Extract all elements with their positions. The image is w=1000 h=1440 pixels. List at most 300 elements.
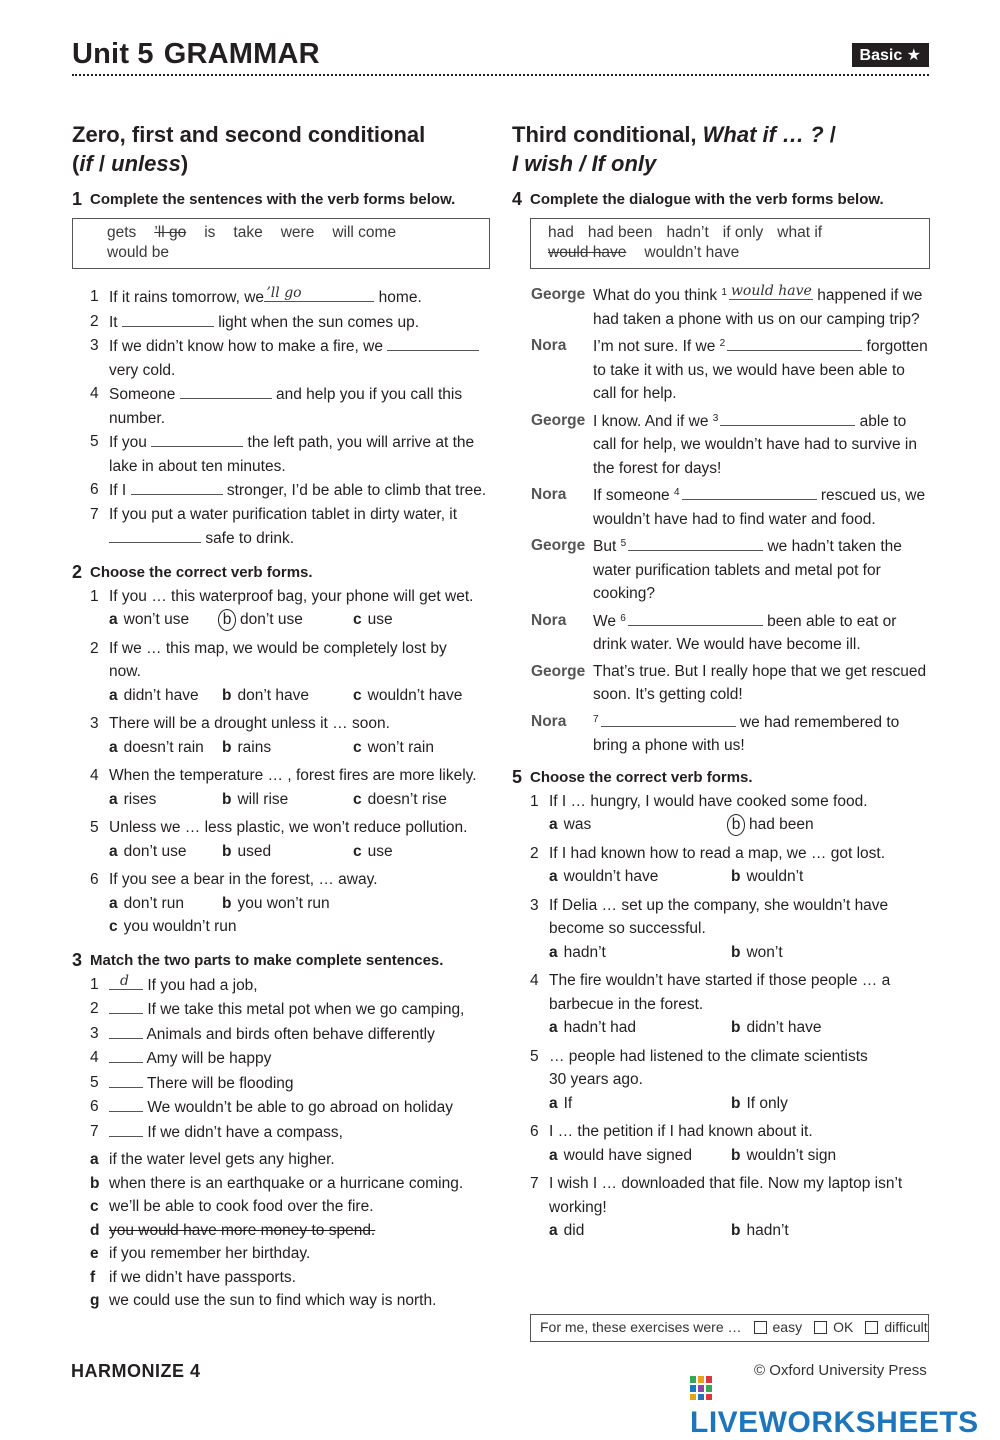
item-text: if you remember her birthday. — [109, 1245, 311, 1262]
speaker-name: George — [531, 662, 586, 680]
item-text: It — [109, 313, 118, 331]
item-text: We wouldn’t be able to go abroad on holiday — [147, 1099, 453, 1116]
answer-blank[interactable] — [109, 973, 143, 990]
list-item — [72, 382, 490, 430]
word-option: wouldn’t have — [644, 244, 740, 261]
speaker-name: Nora — [531, 712, 567, 730]
selected-circle: b — [218, 609, 236, 631]
watermark-text: LIVEWORKSHEETS — [690, 1406, 979, 1439]
list-item — [72, 1195, 490, 1219]
options-row — [109, 684, 490, 708]
dialogue-line — [512, 609, 930, 657]
title-sep: / — [92, 151, 112, 176]
options-row — [549, 1016, 930, 1040]
option-text: had been — [749, 816, 814, 833]
option-b[interactable]: b won’t — [731, 943, 783, 961]
exercise-2-heading — [72, 563, 490, 583]
options-row — [109, 736, 490, 760]
item-number: 4 — [90, 1049, 99, 1066]
exercise-1-heading — [72, 190, 490, 210]
option-b[interactable]: b If only — [731, 1094, 788, 1112]
option-a[interactable]: a don’t use — [109, 842, 187, 860]
item-text: light when the sun comes up. — [218, 313, 420, 331]
question-text: If I had known how to read a map, we … got lost. — [549, 844, 886, 862]
option-a[interactable]: a doesn’t rain — [109, 738, 204, 756]
word-option: had been — [587, 224, 653, 241]
dialogue-line — [512, 283, 930, 331]
list-item — [72, 997, 490, 1022]
easy-checkbox[interactable] — [754, 1321, 767, 1334]
option-c[interactable]: c use — [353, 611, 393, 628]
option-a[interactable]: a hadn’t — [549, 943, 606, 961]
list-item — [72, 503, 490, 551]
mcq-item — [72, 764, 490, 811]
item-text: if we didn’t have passports. — [109, 1268, 296, 1286]
line-text: we had remembered to bring a phone with us! — [593, 713, 900, 754]
paren-open: ( — [72, 151, 80, 176]
match-second-parts — [72, 1148, 490, 1313]
option-a[interactable]: a don’t run — [109, 894, 184, 912]
option-b[interactable]: b used — [222, 842, 272, 860]
item-number: 3 — [530, 896, 539, 914]
exercise-number: 2 — [72, 561, 83, 582]
exercise-1-items — [72, 285, 490, 551]
section-title-line2 — [72, 149, 490, 178]
item-number: 4 — [90, 385, 99, 402]
item-text: If you had a job, — [147, 976, 258, 994]
title-unless: unless — [111, 151, 181, 176]
line-text: But — [593, 538, 617, 555]
word-box-ex1 — [72, 218, 490, 269]
item-number: 2 — [90, 1000, 99, 1017]
option-text: hadn’t had — [563, 1019, 637, 1036]
question-text: The fire wouldn’t have started if those people … a barbecue in the forest. — [549, 972, 891, 1013]
answer-blank[interactable] — [109, 1071, 143, 1088]
option-text: rains — [237, 738, 272, 756]
page-title — [72, 38, 320, 71]
mcq-item — [512, 1172, 930, 1243]
item-letter: c — [90, 1198, 99, 1215]
option-b[interactable]: b didn’t have — [731, 1019, 822, 1036]
item-text: If we take this metal pot when we go camping, — [147, 1001, 465, 1018]
answer-blank[interactable] — [109, 1022, 143, 1039]
mcq-item — [512, 1120, 930, 1167]
level-badge: Basic ★ — [852, 43, 929, 67]
option-text: would have signed — [563, 1146, 693, 1164]
options-row — [109, 608, 490, 632]
mcq-item — [512, 969, 930, 1040]
option-a[interactable]: a would have signed — [549, 1146, 693, 1164]
answer-blank[interactable] — [387, 334, 479, 351]
answer-blank[interactable] — [109, 1095, 143, 1112]
word-option: would be — [107, 244, 170, 261]
options-row — [109, 892, 490, 916]
answer-blank[interactable] — [180, 382, 272, 399]
gap-number: 4 — [674, 487, 680, 498]
question-text: If Delia … set up the company, she wouldn’t have become so successful. — [549, 896, 889, 937]
question-text: When the temperature … , forest fires are more likely. — [109, 767, 477, 784]
answer-blank[interactable] — [682, 483, 817, 500]
option-text: don’t have — [237, 686, 309, 704]
answer-blank[interactable] — [264, 285, 374, 302]
word-option-used: ’ll go — [154, 224, 187, 241]
option-text: won’t use — [123, 611, 190, 628]
item-number: 7 — [530, 1175, 539, 1192]
option-text: rises — [123, 790, 157, 808]
question-text: There will be a drought unless it … soon. — [109, 715, 390, 732]
option-text: use — [367, 842, 393, 860]
exercise-3-heading — [72, 951, 490, 971]
exercise-instruction: Complete the dialogue with the verb forms below. — [530, 191, 884, 208]
word-option: hadn’t — [666, 224, 709, 241]
gap-number: 2 — [719, 338, 726, 349]
option-a[interactable]: a was — [549, 816, 592, 833]
mcq-item — [72, 816, 490, 863]
option-c[interactable]: c doesn’t rise — [353, 790, 447, 808]
answer-blank[interactable] — [628, 609, 763, 626]
answer-blank[interactable] — [131, 478, 223, 495]
question-text: Unless we … less plastic, we won’t reduce pollution. — [109, 819, 468, 836]
example-answer: d — [120, 972, 129, 989]
gap-number: 5 — [620, 538, 627, 549]
line-text: happened if we had taken a phone with us on our camping trip? — [593, 287, 923, 328]
option-a[interactable]: a rises — [109, 790, 157, 808]
options-row — [549, 1144, 930, 1168]
item-text: Someone — [109, 386, 176, 403]
item-letter: e — [90, 1245, 99, 1262]
item-number: 3 — [90, 337, 99, 354]
exercise-instruction: Complete the sentences with the verb forms below. — [90, 191, 456, 208]
dialogue-line — [512, 409, 930, 481]
question-text: If I … hungry, I would have cooked some food. — [549, 792, 868, 810]
question-text: If you … this waterproof bag, your phone will get wet. — [109, 587, 474, 605]
word-option: take — [233, 224, 263, 241]
item-number: 2 — [530, 844, 539, 862]
list-item — [72, 1046, 490, 1071]
answer-blank[interactable] — [109, 997, 143, 1014]
word-option: were — [280, 224, 315, 241]
mcq-item — [512, 842, 930, 889]
item-number: 1 — [90, 587, 99, 605]
copyright-text: © Oxford University Press — [754, 1362, 927, 1379]
option-b[interactable]: b wouldn’t sign — [731, 1146, 837, 1164]
line-text: been able to eat or drink water. We would have become ill. — [593, 612, 897, 653]
title-part: Third conditional, — [512, 122, 703, 147]
mcq-item — [512, 1045, 930, 1116]
options-row — [549, 1092, 930, 1116]
selected-circle: b — [727, 814, 745, 836]
list-item — [72, 1172, 490, 1196]
option-text: use — [367, 611, 393, 628]
list-item — [72, 1120, 490, 1145]
mcq-item — [72, 637, 490, 708]
left-column — [72, 120, 490, 1313]
item-text: you would have more money to spend. — [109, 1221, 376, 1239]
section-title-line2 — [512, 149, 930, 178]
item-number: 7 — [90, 1122, 99, 1140]
exercise-instruction: Match the two parts to make complete sentences. — [90, 951, 444, 969]
question-text: I wish I … downloaded that file. Now my laptop isn’t working! — [549, 1175, 903, 1216]
item-number: 5 — [530, 1047, 539, 1065]
item-number: 1 — [90, 975, 99, 993]
list-item — [72, 1289, 490, 1313]
item-letter: d — [90, 1221, 100, 1239]
line-text: I’m not sure. If we — [593, 338, 716, 355]
list-item — [72, 430, 490, 478]
item-text: and help you if you call this number. — [109, 386, 463, 427]
item-text: safe to drink. — [205, 530, 295, 547]
list-item — [72, 1266, 490, 1290]
item-number: 6 — [90, 1098, 99, 1115]
option-text: If — [563, 1094, 573, 1112]
option-a[interactable]: a did — [549, 1222, 585, 1239]
options-row — [109, 915, 490, 939]
brand-logo: HARMONIZE 4 — [71, 1361, 201, 1381]
item-text: There will be flooding — [147, 1074, 294, 1092]
option-b-selected[interactable] — [222, 608, 303, 632]
option-c[interactable]: c use — [353, 842, 393, 860]
mcq-item — [72, 712, 490, 759]
title-part-italic: What if … ? — [702, 122, 824, 147]
speaker-name: Nora — [531, 486, 567, 503]
question-text: If we … this map, we would be completely lost by now. — [109, 639, 447, 680]
list-item — [72, 478, 490, 503]
dialogue-line — [512, 483, 930, 531]
title-if: if — [79, 151, 93, 176]
option-text: you wouldn’t run — [123, 918, 237, 935]
option-text: won’t — [746, 943, 783, 961]
list-item — [72, 1095, 490, 1120]
rating-label: For me, these exercises were … — [540, 1319, 742, 1335]
option-a[interactable]: a hadn’t had — [549, 1019, 637, 1036]
list-item — [72, 1022, 490, 1047]
word-option: will come — [332, 224, 397, 241]
list-item — [72, 1242, 490, 1266]
page-header — [72, 38, 929, 76]
liveworksheets-grid-icon — [690, 1376, 712, 1400]
paren-close: ) — [180, 151, 189, 176]
word-option: if only — [722, 224, 764, 241]
option-b[interactable]: b will rise — [222, 790, 289, 808]
option-c[interactable]: c won’t rain — [353, 738, 434, 756]
speaker-name: Nora — [531, 611, 567, 629]
mcq-item — [72, 868, 490, 939]
liveworksheets-logo — [690, 1372, 1000, 1439]
item-number: 5 — [90, 819, 99, 836]
answer-blank[interactable] — [109, 526, 201, 543]
option-a[interactable]: a If — [549, 1094, 573, 1112]
gap-number: 3 — [712, 412, 719, 424]
answer-blank[interactable] — [628, 534, 763, 551]
option-text: don’t use — [123, 842, 187, 860]
list-item — [72, 1071, 490, 1096]
answer-blank[interactable] — [729, 283, 813, 300]
gap-number: 6 — [620, 612, 626, 624]
options-row — [549, 813, 930, 837]
difficult-checkbox[interactable] — [865, 1321, 878, 1334]
option-text: did — [563, 1222, 585, 1239]
answer-blank[interactable] — [109, 1120, 143, 1137]
item-text: when there is an earthquake or a hurricane coming. — [109, 1174, 464, 1192]
item-text: we’ll be able to cook food over the fire. — [109, 1198, 374, 1215]
word-option: what if — [777, 224, 823, 241]
mcq-item — [512, 790, 930, 837]
list-item — [72, 973, 490, 998]
item-number: 3 — [90, 715, 99, 732]
option-text: don’t use — [240, 611, 303, 628]
list-item — [72, 310, 490, 335]
option-c[interactable]: c wouldn’t have — [353, 686, 463, 704]
match-first-parts — [72, 973, 490, 1145]
option-text: used — [237, 842, 272, 860]
item-number: 5 — [90, 433, 99, 450]
unit-label: Unit 5 — [72, 38, 154, 70]
list-item-used — [72, 1219, 490, 1243]
section-title-third-conditional — [512, 120, 930, 178]
line-text: rescued us, we wouldn’t have had to find water and food. — [593, 487, 926, 528]
rating-option: difficult — [884, 1319, 928, 1335]
unit-topic: GRAMMAR — [163, 38, 320, 70]
dialogue-line — [512, 334, 930, 406]
item-number: 6 — [90, 481, 99, 498]
option-b[interactable]: b don’t have — [222, 686, 309, 704]
item-number: 4 — [90, 767, 99, 784]
item-text: Animals and birds often behave differently — [146, 1025, 435, 1043]
speaker-name: George — [531, 411, 586, 429]
section-title-conditionals — [72, 120, 490, 178]
option-text: don’t run — [123, 894, 184, 912]
item-text: the left path, you will arrive at the lake in about ten minutes. — [109, 434, 475, 475]
answer-blank[interactable] — [727, 334, 862, 351]
exercise-number: 4 — [512, 189, 523, 209]
option-text: doesn’t rain — [123, 738, 204, 756]
speaker-name: Nora — [531, 337, 567, 354]
options-row — [549, 941, 930, 965]
option-text: won’t rain — [367, 738, 434, 756]
answer-blank[interactable] — [601, 710, 736, 727]
option-text: If only — [746, 1094, 788, 1112]
item-letter: f — [90, 1268, 96, 1286]
option-b-selected[interactable] — [731, 813, 814, 837]
dialogue-line — [512, 710, 930, 758]
answer-blank[interactable] — [720, 409, 855, 426]
item-text: If we didn’t know how to make a fire, we — [109, 338, 383, 355]
options-row — [549, 865, 930, 889]
option-text: didn’t have — [123, 686, 199, 704]
list-item — [72, 1148, 490, 1172]
options-row — [109, 788, 490, 812]
item-number: 4 — [530, 972, 539, 989]
option-b[interactable]: b hadn’t — [731, 1222, 789, 1239]
dialogue — [512, 283, 930, 758]
line-text: I know. And if we — [593, 412, 709, 430]
item-text: If I — [109, 482, 127, 499]
item-text: home. — [378, 289, 422, 306]
option-text: wouldn’t — [746, 868, 804, 885]
item-text: If we didn’t have a compass, — [147, 1123, 343, 1141]
option-text: was — [563, 816, 592, 833]
word-option: had — [548, 224, 574, 241]
exercise-number: 1 — [72, 189, 83, 209]
item-number: 2 — [90, 312, 99, 330]
answer-blank[interactable] — [151, 430, 243, 447]
option-a[interactable]: a won’t use — [109, 611, 190, 628]
item-text: if the water level gets any higher. — [109, 1151, 335, 1168]
title-sep: / — [823, 122, 836, 147]
option-c[interactable]: c you wouldn’t run — [109, 918, 237, 935]
word-option: is — [204, 224, 216, 241]
speaker-name: George — [531, 537, 586, 554]
gap-number: 1 — [721, 287, 727, 298]
item-letter: b — [90, 1174, 100, 1192]
question-text: I … the petition if I had known about it. — [549, 1123, 813, 1140]
item-number: 2 — [90, 639, 99, 657]
line-text: If someone — [593, 487, 670, 504]
section-title-line1: Zero, first and second conditional — [72, 122, 426, 147]
right-column — [512, 120, 930, 1248]
word-option-used: would have — [548, 244, 627, 261]
option-text: doesn’t rise — [367, 790, 447, 808]
options-row — [109, 840, 490, 864]
self-assessment-box — [530, 1314, 929, 1342]
item-number: 1 — [90, 288, 99, 305]
item-number: 6 — [530, 1123, 539, 1140]
item-letter: a — [90, 1151, 99, 1168]
line-text: We — [593, 612, 616, 630]
exercise-instruction: Choose the correct verb forms. — [530, 768, 753, 786]
list-item — [72, 285, 490, 310]
answer-blank[interactable] — [122, 310, 214, 327]
option-text: wouldn’t have — [563, 868, 659, 885]
exercise-number: 5 — [512, 766, 523, 787]
line-text: able to call for help, we wouldn’t have had to survive in the forest for days! — [593, 412, 917, 477]
item-text: If you put a water purification tablet in dirty water, it — [109, 505, 458, 523]
option-text: will rise — [237, 790, 289, 808]
answer-blank[interactable] — [109, 1046, 143, 1063]
section-title-line1 — [512, 120, 930, 149]
option-text: didn’t have — [746, 1019, 822, 1036]
line-text: we hadn’t taken the water purification tablets and metal pot for cooking? — [593, 538, 902, 602]
title-part-italic: I wish / If only — [512, 151, 657, 176]
item-text: we could use the sun to find which way is north. — [109, 1292, 437, 1309]
word-option: gets — [107, 224, 137, 241]
question-text: If you see a bear in the forest, … away. — [109, 871, 378, 888]
option-a[interactable]: a wouldn’t have — [549, 868, 659, 885]
exercise-instruction: Choose the correct verb forms. — [90, 563, 313, 581]
gap-number: 7 — [593, 713, 599, 725]
option-b[interactable]: b wouldn’t — [731, 868, 804, 885]
option-b[interactable]: b you won’t run — [222, 894, 330, 912]
exercise-number: 3 — [72, 949, 83, 970]
rating-option: easy — [772, 1319, 803, 1335]
item-number: 5 — [90, 1073, 99, 1091]
rating-option: OK — [833, 1319, 854, 1335]
option-text: hadn’t — [746, 1222, 789, 1239]
ok-checkbox[interactable] — [814, 1321, 827, 1334]
item-text: If you — [109, 434, 147, 451]
item-text: If it rains tomorrow, we — [109, 289, 265, 306]
list-item — [72, 334, 490, 382]
word-box-ex4 — [530, 218, 930, 269]
option-a[interactable]: a didn’t have — [109, 686, 199, 704]
item-number: 6 — [90, 871, 99, 888]
item-text: Amy will be happy — [146, 1050, 272, 1067]
option-text: wouldn’t sign — [746, 1146, 837, 1164]
option-b[interactable]: b rains — [222, 738, 272, 756]
example-answer: would have — [730, 283, 812, 299]
option-text: you won’t run — [237, 894, 330, 912]
mcq-item — [512, 894, 930, 965]
